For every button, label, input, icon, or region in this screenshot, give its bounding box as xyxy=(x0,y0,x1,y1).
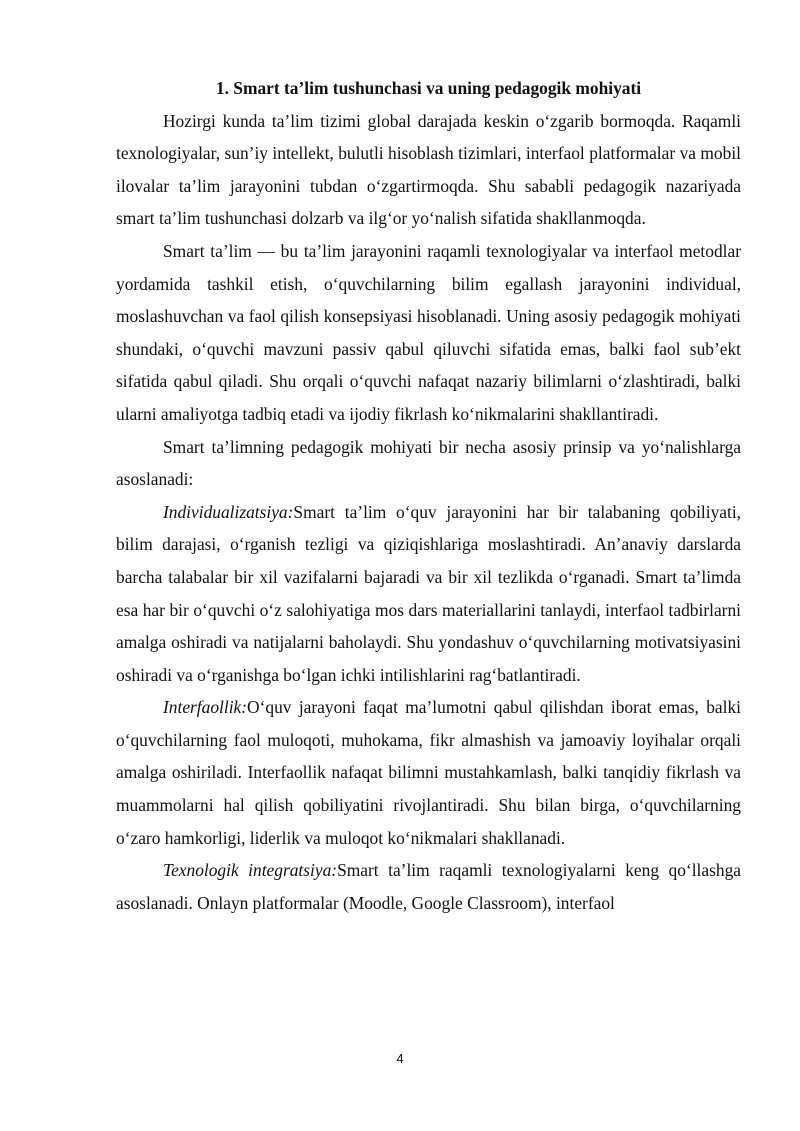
section-heading: 1. Smart ta’lim tushunchasi va uning pedagogik mohiyati xyxy=(215,78,642,98)
term-individualization: Individualizatsiya: xyxy=(163,501,294,522)
text-technological-integration: Smart ta’lim raqamli texnologiyalarni keng qo‘llashga asoslanadi. Onlayn platformalar (Moodle, Google Classroom), interfaol xyxy=(116,860,741,913)
paragraph-definition: Smart ta’lim — bu ta’lim jarayonini raqamli texnologiyalar va interfaol metodlar yordamida tashkil etish, o‘quvchilarning bilim egallash jarayonini individual, moslashuvchan va faol qilish konsepsiyasi hisoblanadi. Uning asosiy pedagogik mohiyati shundaki, o‘quvchi mavzuni passiv qabul qiluvchi sifatida emas, balki faol sub’ekt sifatida qabul qiladi. Shu orqali o‘quvchi nafaqat nazariy bilimlarni o‘zlashtiradi, balki ularni amaliyotga tadbiq etadi va ijodiy fikrlash ko‘nikmalarini shakllantiradi. xyxy=(116,240,741,424)
paragraph-technological-integration xyxy=(116,854,741,919)
text-interactivity: O‘quv jarayoni faqat ma’lumotni qabul qilishdan iborat emas, balki o‘quvchilarning faol muloqoti, muhokama, fikr almashish va jamoaviy loyihalar orqali amalga oshiriladi. Interfaollik nafaqat bilimni mustahkamlash, balki tanqidiy fikrlash va muammolarni hal qilish qobiliyatini rivojlantiradi. Shu bilan birga, o‘quvchilarning o‘zaro hamkorligi, liderlik va muloqot ko‘nikmalari shakllanadi. xyxy=(116,697,741,848)
text-individualization: Smart ta’lim o‘quv jarayonini har bir talabaning qobiliyati, bilim darajasi, o‘rganish tezligi va qiziqishlariga moslashtiradi. An’anaviy darslarda barcha talabalar bir xil vazifalarni bajaradi va bir xil tezlikda o‘rganadi. Smart ta’limda esa har bir o‘quvchi o‘z salohiyatiga mos dars materiallarini tanlaydi, interfaol tadbirlarni amalga oshiradi va natijalarni baholaydi. Shu yondashuv o‘quvchilarning motivatsiyasini oshiradi va o‘rganishga bo‘lgan ichki intilishlarini rag‘batlantiradi. xyxy=(116,501,741,685)
paragraph-principles-lead: Smart ta’limning pedagogik mohiyati bir necha asosiy prinsip va yo‘nalishlarga asoslanadi: xyxy=(116,436,741,490)
term-interactivity: Interfaollik: xyxy=(163,697,248,718)
paragraph-interactivity xyxy=(116,691,741,854)
term-technological-integration: Texnologik integratsiya: xyxy=(163,860,338,881)
paragraph-intro: Hozirgi kunda ta’lim tizimi global darajada keskin o‘zgarib bormoqda. Raqamli texnologiyalar, sun’iy intellekt, bulutli hisoblash tizimlari, interfaol platformalar va mobil ilovalar ta’lim jarayonini tubdan o‘zgartirmoqda. Shu sababli pedagogik nazariyada smart ta’lim tushunchasi dolzarb va ilg‘or yo‘nalish sifatida shakllanmoqda. xyxy=(116,110,741,229)
paragraph-individualization xyxy=(116,496,741,692)
page-content xyxy=(116,72,741,919)
page-number: 4 xyxy=(396,1051,404,1066)
